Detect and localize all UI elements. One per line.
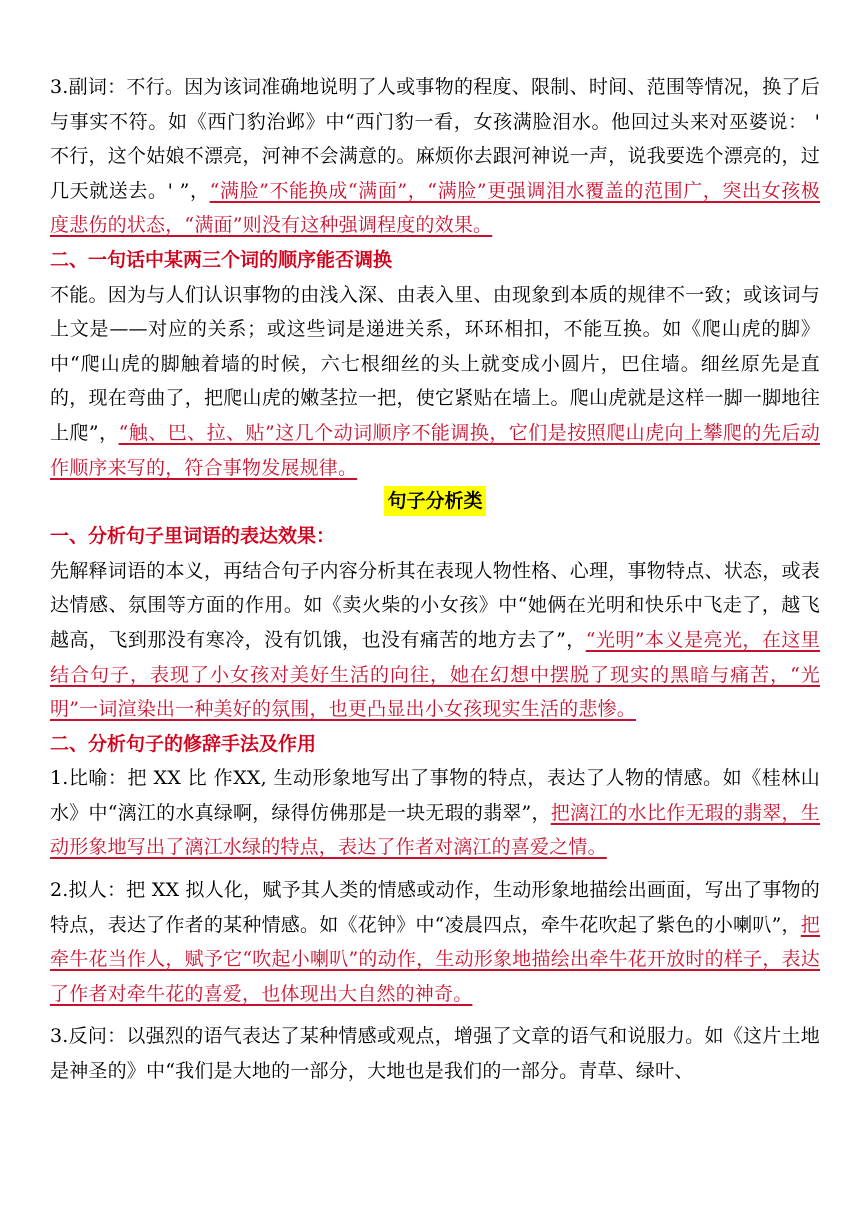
body-text: 1.比喻：把 XX 比 作XX, 生动形象地写出了事物的特点，表达了人物的情感。如《桂林山水》中“漓江的水真绿啊，绿得仿佛那是一块无瑕的翡翠”， <box>50 767 820 824</box>
paragraph-personification <box>50 873 820 1011</box>
paragraph-adverb <box>50 70 820 243</box>
paragraph-word-order <box>50 278 820 486</box>
section-title: 句子分析类 <box>384 486 485 516</box>
section-heading-word-order: 二、一句话中某两三个词的顺序能否调换 <box>50 248 393 271</box>
answer-text: “触、巴、拉、贴”这几个动词顺序不能调换，它们是按照爬山虎向上攀爬的先后动作顺序来写的，符合事物发展规律。 <box>50 421 820 479</box>
section-heading-word-effect: 一、分析句子里词语的表达效果： <box>50 525 336 548</box>
paragraph-metaphor <box>50 761 820 865</box>
body-text: 3.反问：以强烈的语气表达了某种情感或观点，增强了文章的语气和说服力。如《这片土地是神圣的》中“我们是大地的一部分，大地也是我们的一部分。青草、绿叶、 <box>50 1025 820 1083</box>
body-text: 先解释词语的本义，再结合句子内容分析其在表现人物性格、心理，事物特点、状态，或表达情感、氛围等方面的作用。如《卖火柴的小女孩》中“她俩在光明和快乐中飞走了，越飞越高，飞到那没有寒冷，没有饥饿，也没有痛苦的地方去了”， <box>50 559 820 651</box>
answer-text: 把牵牛花当作人，赋予它“吹起小喇叭”的动作，生动形象地描绘出牵牛花开放时的样子，表达了作者对牵牛花的喜爱，也体现出大自然的神奇。 <box>50 913 820 1005</box>
answer-text: “光明”本义是亮光，在这里结合句子，表现了小女孩对美好生活的向往，她在幻想中摆脱了现实的黑暗与痛苦，“光明”一词渲染出一种美好的氛围，也更凸显出小女孩现实生活的悲惨。 <box>50 628 820 721</box>
spacer <box>50 865 820 873</box>
paragraph-rhetorical-question <box>50 1019 820 1088</box>
document-page <box>50 70 820 1089</box>
answer-text: “满脸”不能换成“满面”，“满脸”更强调泪水覆盖的范围广，突出女孩极度悲伤的状态，“满面”则没有这种强调程度的效果。 <box>50 179 820 237</box>
answer-text: 把漓江的水比作无瑕的翡翠，生动形象地写出了漓江水绿的特点，表达了作者对漓江的喜爱之情。 <box>50 801 820 859</box>
body-text: 3.副词：不行。因为该词准确地说明了人或事物的程度、限制、时间、范围等情况，换了后与事实不符。如《西门豹治邺》中“西门豹一看，女孩满脸泪水。他回过头来对巫婆说： ' 不行，这个姑娘不漂亮，河神不会满意的。麻烦你去跟河神说一声，说我要选个漂亮的，过几天就送去。' ”， <box>50 76 820 202</box>
section-heading-rhetoric: 二、分析句子的修辞手法及作用 <box>50 732 317 755</box>
paragraph-word-effect <box>50 554 820 727</box>
spacer <box>50 1011 820 1019</box>
body-text: 2.拟人：把 XX 拟人化，赋予其人类的情感或动作，生动形象地描绘出画面，写出了事物的特点，表达了作者的某种情感。如《花钟》中“凌晨四点，牵牛花吹起了紫色的小喇叭”， <box>50 879 820 936</box>
body-text: 不能。因为与人们认识事物的由浅入深、由表入里、由现象到本质的规律不一致；或该词与上文是——对应的关系；或这些词是递进关系，环环相扣，不能互换。如《爬山虎的脚》中“爬山虎的脚触着墙的时候，六七根细丝的头上就变成小圆片，巴住墙。细丝原先是直的，现在弯曲了，把爬山虎的嫩茎拉一把，使它紧贴在墙上。爬山虎就是这样一脚一脚地往上爬”， <box>50 283 820 444</box>
section-title-wrapper <box>50 485 820 519</box>
